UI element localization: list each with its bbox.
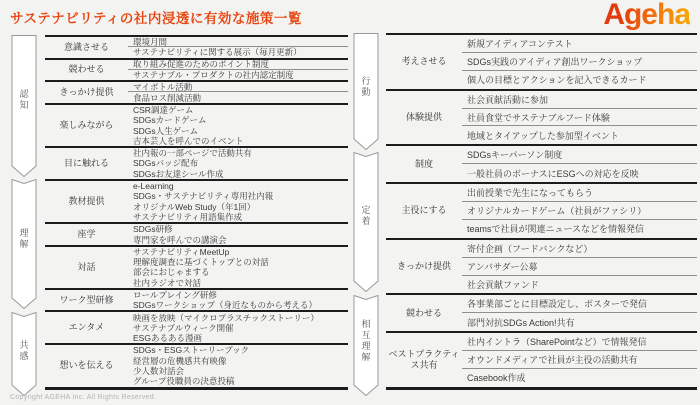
table-row-group: [386, 333, 697, 387]
table-row-group: [45, 82, 348, 105]
items-column: [462, 333, 697, 387]
footer-copyright: Copyright AGEHA Inc. All Rights Reserved.: [10, 394, 157, 401]
measure-item: アンバサダー公募: [462, 258, 697, 276]
items-column: [128, 290, 348, 311]
table-row-group: [45, 148, 348, 181]
items-column: [128, 105, 348, 146]
measure-item: SDGs人生ゲーム: [133, 125, 199, 136]
measure-item: 少人数対話会: [133, 366, 185, 377]
category-cell: 想いを伝える: [59, 360, 114, 371]
category-cell: 意識させる: [63, 41, 109, 52]
measure-item: ESGあるある漫画: [133, 333, 202, 344]
measure-item: 吉本芸人を呼んでのイベント: [133, 135, 244, 146]
page-title: サステナビリティの社内浸透に有効な施策一覧: [10, 11, 302, 26]
items-column: [128, 148, 348, 179]
category-cell: ベストプラクティス共有: [388, 348, 460, 371]
measure-item: 環境月間: [128, 37, 348, 47]
items-column: [462, 91, 697, 145]
section-label: 行動: [360, 75, 371, 98]
measure-item: SDGs研修: [133, 224, 173, 235]
left-measures-table: [45, 35, 348, 390]
section-banner-sogo-rikai: [353, 295, 379, 396]
section-label: 相互理解: [360, 319, 371, 364]
section-banner-teichaku: [353, 152, 379, 292]
items-column: [128, 37, 348, 58]
brand-logo: Ageha: [603, 0, 690, 31]
measure-item: 部門対抗SDGs Action!共有: [467, 317, 575, 328]
measure-item: Casebook作成: [467, 373, 526, 384]
measure-item: 取り組み促進のためのポイント制度: [128, 60, 348, 70]
category-cell: 対話: [77, 261, 96, 272]
category-cell: 競わせる: [405, 307, 442, 318]
measure-item: マイボトル活動: [128, 82, 348, 92]
table-row-group: [386, 240, 697, 296]
measure-item: SDGs・ESGストーリーブック: [133, 345, 250, 356]
measure-item: 映画を放映（マイクロプラスチックストーリー）: [133, 312, 319, 323]
measure-item: 部会におじゃまする: [133, 267, 210, 278]
items-column: [462, 146, 697, 182]
measure-item: 専門家を呼んでの講演会: [133, 234, 227, 245]
category-cell: 体験提供: [405, 111, 442, 122]
category-cell: 目に触れる: [63, 157, 109, 168]
measure-item: CSR調達ゲーム: [133, 104, 194, 115]
measure-item: 経営層の危機感共有映像: [133, 355, 227, 366]
measure-item: 理解度調査に基づくトップとの対話: [133, 257, 269, 268]
category-cell: 競わせる: [68, 64, 105, 75]
measure-item: 社内イントラ（SharePointなど）で情報発信: [462, 333, 697, 351]
table-row-group: [386, 91, 697, 147]
table-row-group: [386, 35, 697, 91]
measure-item: SDGsキーパーソン制度: [462, 146, 697, 164]
section-banner-kyokan: [11, 312, 37, 396]
section-banner-kodo: [353, 33, 379, 150]
measure-item: 食品ロス削減活動: [133, 92, 202, 103]
section-banner-rikai: [11, 179, 37, 309]
items-column: [128, 60, 348, 81]
measure-item: オウンドメディアで社員が主役の活動共有: [462, 351, 697, 369]
table-row-group: [45, 247, 348, 290]
measure-item: e-Learning: [133, 181, 174, 191]
measure-item: 社内ラジオで対話: [133, 277, 202, 288]
measure-item: オリジナルWeb Study（年1回）: [133, 201, 256, 212]
items-column: [462, 184, 697, 238]
table-row-group: [45, 105, 348, 148]
section-banner-ninchi: [11, 35, 37, 177]
table-row-group: [386, 146, 697, 184]
measure-item: 個人の目標とアクションを記入できるカード: [467, 75, 647, 86]
measure-item: サステナブルウィーク開催: [133, 322, 234, 333]
table-row-group: [386, 184, 697, 240]
measure-item: 社会貢献活動に参加: [462, 91, 697, 109]
table-row-group: [45, 181, 348, 224]
category-cell: 座学: [77, 228, 96, 239]
category-cell: エンタメ: [68, 322, 105, 333]
category-cell: 制度: [414, 158, 433, 169]
table-row-group: [45, 290, 348, 313]
items-column: [462, 295, 697, 331]
measure-item: teamsで社員が関連ニュースなどを情報発信: [467, 224, 645, 235]
right-measures-table: [386, 33, 697, 390]
measure-item: 出前授業で先生になってもらう: [462, 184, 697, 202]
measure-item: サステナブル・プロダクトの社内認定制度: [133, 70, 294, 81]
measure-item: サステナビリティMeetUp: [133, 246, 230, 257]
category-cell: きっかけ提供: [59, 86, 114, 97]
measure-item: 社会貢献ファンド: [467, 280, 539, 291]
section-label: 認知: [18, 89, 29, 112]
items-column: [128, 247, 348, 288]
table-row-group: [386, 295, 697, 333]
category-cell: 考えさせる: [401, 56, 447, 67]
measure-item: 寄付企画（フードバンクなど）: [462, 240, 697, 258]
measure-item: SDGs・サステナビリティ専用社内報: [133, 191, 274, 202]
items-column: [128, 181, 348, 222]
items-column: [128, 82, 348, 103]
measure-item: 新規アイディアコンテスト: [462, 35, 697, 53]
measure-item: グループ役職員の決意投稿: [133, 376, 235, 387]
measure-item: SDGsバッジ配布: [133, 158, 199, 169]
measure-item: 各事業部ごとに目標設定し、ポスターで発信: [462, 295, 697, 313]
measure-item: オリジナルカードゲーム（社員がファシリ）: [462, 202, 697, 220]
measure-item: ロールプレイング研修: [133, 289, 217, 300]
measure-item: 社内報の一部ページで活動共有: [133, 148, 252, 159]
measure-item: SDGsワークショップ（身近なものから考える）: [133, 300, 318, 311]
measure-item: SDGsお友達シール作成: [133, 168, 224, 179]
category-cell: 教材提供: [68, 195, 105, 206]
table-row-group: [45, 60, 348, 83]
category-cell: ワーク型研修: [59, 294, 114, 305]
measure-item: サステナビリティ用語集作成: [133, 211, 243, 222]
items-column: [128, 224, 348, 245]
table-row-group: [45, 37, 348, 60]
table-row-group: [45, 312, 348, 345]
category-cell: きっかけ提供: [396, 261, 451, 271]
measure-item: 社員食堂でサステナブルフード体験: [462, 109, 697, 127]
category-cell: 主役にする: [401, 205, 447, 216]
items-column: [462, 35, 697, 89]
measure-item: 一般社員のボーナスにESGへの対応を反映: [467, 168, 639, 179]
table-row-group: [45, 224, 348, 247]
section-label: 定着: [360, 205, 371, 228]
measure-item: 地域とタイアップした参加型イベント: [467, 130, 619, 141]
section-label: 共感: [18, 339, 29, 362]
measure-item: SDGsカードゲーム: [133, 115, 207, 126]
items-column: [128, 312, 348, 343]
section-label: 理解: [18, 227, 29, 250]
items-column: [462, 240, 697, 294]
items-column: [128, 345, 348, 386]
measure-item: サステナビリティに関する展示（毎月更新）: [133, 47, 302, 58]
table-row-group: [45, 345, 348, 386]
category-cell: 楽しみながら: [59, 119, 114, 130]
measure-item: SDGs実践のアイディア創出ワークショップ: [462, 53, 697, 71]
